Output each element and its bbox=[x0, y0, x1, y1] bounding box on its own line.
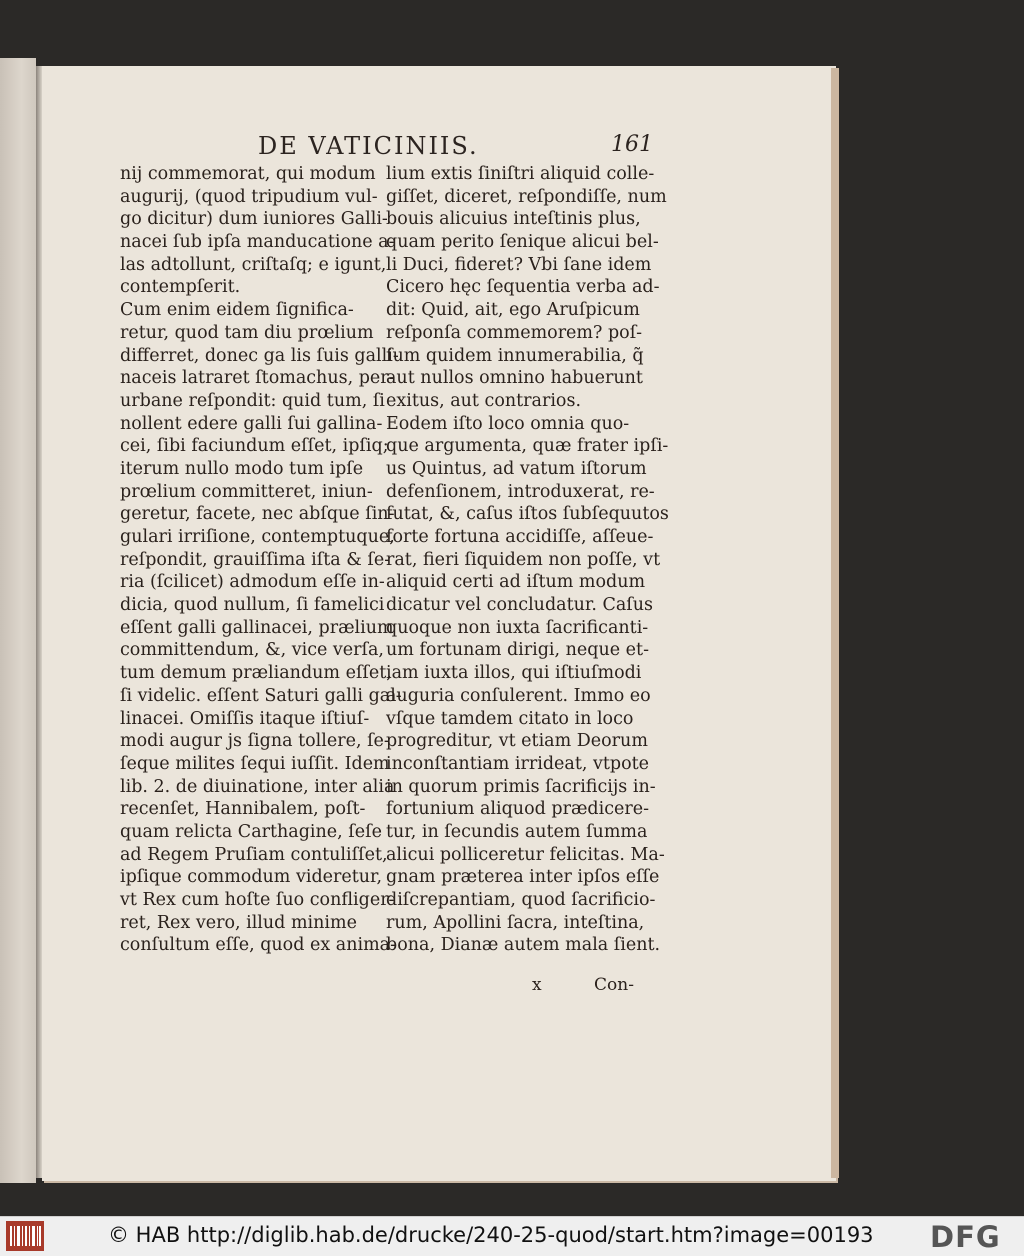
text-line: prœlium committeret, iniun- bbox=[120, 481, 373, 502]
running-header bbox=[258, 132, 658, 162]
text-line: defenſionem, introduxerat, re- bbox=[386, 481, 655, 502]
text-line: eſſent galli gallinacei, prælium bbox=[120, 617, 394, 638]
text-line: gulari irriſione, contemptuque, bbox=[120, 527, 395, 547]
text-line: differret, donec ga lis ſuis galli- bbox=[120, 345, 399, 366]
text-line: tur, in ſecundis autem ſumma bbox=[386, 821, 648, 842]
text-line: diſcrepantiam, quod ſacrificio- bbox=[386, 890, 656, 910]
signature-mark: x bbox=[532, 975, 542, 995]
text-line: us Quintus, ad vatum iſtorum bbox=[386, 458, 647, 479]
text-line: ria (ſcilicet) admodum eſſe in- bbox=[120, 572, 385, 593]
text-line: naceis latraret ſtomachus, per- bbox=[120, 368, 395, 389]
barcode-icon bbox=[6, 1221, 44, 1251]
text-line: rat, fieri ſiquidem non poſſe, vt bbox=[386, 549, 661, 570]
text-line: ſum quidem innumerabilia, q̃ bbox=[386, 345, 644, 366]
text-line: aliquid certi ad iſtum modum bbox=[386, 572, 646, 593]
text-line: rum, Apollini ſacra, inteſtina, bbox=[386, 912, 645, 933]
text-line: dicatur vel concludatur. Caſus bbox=[386, 595, 654, 616]
text-line: ipſique commodum videretur, bbox=[120, 867, 383, 888]
text-line: um fortunam dirigi, neque et- bbox=[386, 640, 649, 661]
text-line: fortunium aliquod prædicere- bbox=[386, 799, 649, 820]
text-line: alicui polliceretur felicitas. Ma- bbox=[386, 844, 665, 865]
right-text-column bbox=[386, 163, 669, 957]
dfg-logo: DFG bbox=[930, 1220, 1001, 1254]
text-line: committendum, &, vice verſa, bbox=[120, 640, 384, 661]
text-line: aut nullos omnino habuerunt bbox=[386, 368, 643, 389]
text-line: Cicero hęc ſequentia verba ad- bbox=[386, 277, 660, 298]
text-line: tum demum præliandum eſſet, bbox=[120, 663, 392, 684]
text-line: ret, Rex vero, illud minime bbox=[120, 912, 357, 933]
text-line: lib. 2. de diuinatione, inter alia bbox=[120, 776, 395, 797]
copyright-link[interactable]: © HAB http://diglib.hab.de/drucke/240-25-quod/start.htm?image=00193 bbox=[108, 1223, 874, 1247]
header-title: DE VATICINIIS. bbox=[258, 132, 479, 160]
text-line: in quorum primis ſacrificijs in- bbox=[386, 776, 656, 797]
text-line: lium extis ſiniſtri aliquid colle- bbox=[386, 164, 655, 184]
footer-bar bbox=[0, 1216, 1024, 1256]
text-line: progreditur, vt etiam Deorum bbox=[386, 731, 648, 752]
text-line: auguria conſulerent. Immo eo bbox=[386, 685, 651, 706]
text-line: forte fortuna accidiſſe, aſſeue- bbox=[386, 527, 654, 547]
text-line: que argumenta, quæ frater ipſi- bbox=[386, 436, 669, 457]
text-line: urbane reſpondit: quid tum, ſi bbox=[120, 390, 385, 411]
text-line: inconſtantiam irrideat, vtpote bbox=[386, 753, 650, 774]
text-line: exitus, aut contrarios. bbox=[386, 390, 582, 411]
text-line: cei, ſibi faciundum eſſet, ipſiq; bbox=[120, 436, 389, 457]
text-line: dicia, quod nullum, ſi famelici bbox=[120, 595, 385, 616]
text-line: vſque tamdem citato in loco bbox=[386, 708, 634, 729]
text-line: las adtollunt, criſtaſq; e igunt, bbox=[120, 254, 387, 275]
text-line: contempſerit. bbox=[120, 277, 241, 298]
left-text-column bbox=[120, 163, 402, 957]
text-line: futat, &, caſus iſtos ſubſequutos bbox=[386, 504, 669, 525]
text-line: bona, Dianæ autem mala ſient. bbox=[386, 935, 661, 956]
text-line: dit: Quid, ait, ego Aruſpicum bbox=[386, 300, 640, 321]
text-line: quoque non iuxta ſacrificanti- bbox=[386, 617, 649, 638]
text-line: conſultum eſſe, quod ex anima- bbox=[120, 935, 397, 956]
text-line: augurij, (quod tripudium vul- bbox=[120, 186, 378, 207]
text-line: Eodem iſto loco omnia quo- bbox=[386, 413, 630, 434]
text-line: quam perito ſenique alicui bel- bbox=[386, 232, 659, 253]
catchword: Con- bbox=[594, 975, 634, 995]
text-line: geretur, facete, nec abſque ſin- bbox=[120, 504, 395, 525]
text-line: ad Regem Pruſiam contuliſſet, bbox=[120, 844, 388, 865]
text-line: iterum nullo modo tum ipſe bbox=[120, 458, 364, 479]
page-number: 161 bbox=[611, 132, 653, 157]
text-line: nacei ſub ipſa manducatione a- bbox=[120, 232, 395, 253]
text-line: nollent edere galli ſui gallina- bbox=[120, 413, 383, 434]
text-line: reſpondit, grauiſſima iſta & ſe- bbox=[120, 549, 391, 570]
text-line: go dicitur) dum iuniores Galli- bbox=[120, 209, 388, 230]
text-line: li Duci, fideret? Vbi ſane idem bbox=[386, 254, 652, 275]
text-line: retur, quod tam diu prœlium bbox=[120, 322, 374, 343]
text-line: modi augur js ſigna tollere, ſe- bbox=[120, 731, 390, 752]
text-line: iam iuxta illos, qui iſtiuſmodi bbox=[386, 663, 642, 684]
text-line: linacei. Omiſſis itaque iſtiuſ- bbox=[120, 708, 370, 729]
text-line: ſeque milites ſequi iuſſit. Idem bbox=[120, 753, 390, 774]
text-line: recenſet, Hannibalem, poſt- bbox=[120, 799, 366, 820]
text-line: reſponſa commemorem? poſ- bbox=[386, 322, 643, 343]
text-line: Cum enim eidem ſignifica- bbox=[120, 300, 354, 321]
text-line: vt Rex cum hoſte ſuo confliger- bbox=[120, 890, 395, 910]
previous-page-edge bbox=[0, 58, 36, 1183]
text-line: giſſet, diceret, reſpondiſſe, num bbox=[386, 186, 667, 207]
text-line: quam relicta Carthagine, ſeſe bbox=[120, 821, 382, 842]
text-line: ſi videlic. eſſent Saturi galli gal- bbox=[120, 685, 402, 706]
text-line: nij commemorat, qui modum bbox=[120, 164, 376, 184]
text-line: bouis alicuius inteſtinis plus, bbox=[386, 209, 641, 230]
page-right-edge bbox=[831, 68, 839, 1178]
text-line: gnam præterea inter ipſos eſſe bbox=[386, 867, 660, 888]
